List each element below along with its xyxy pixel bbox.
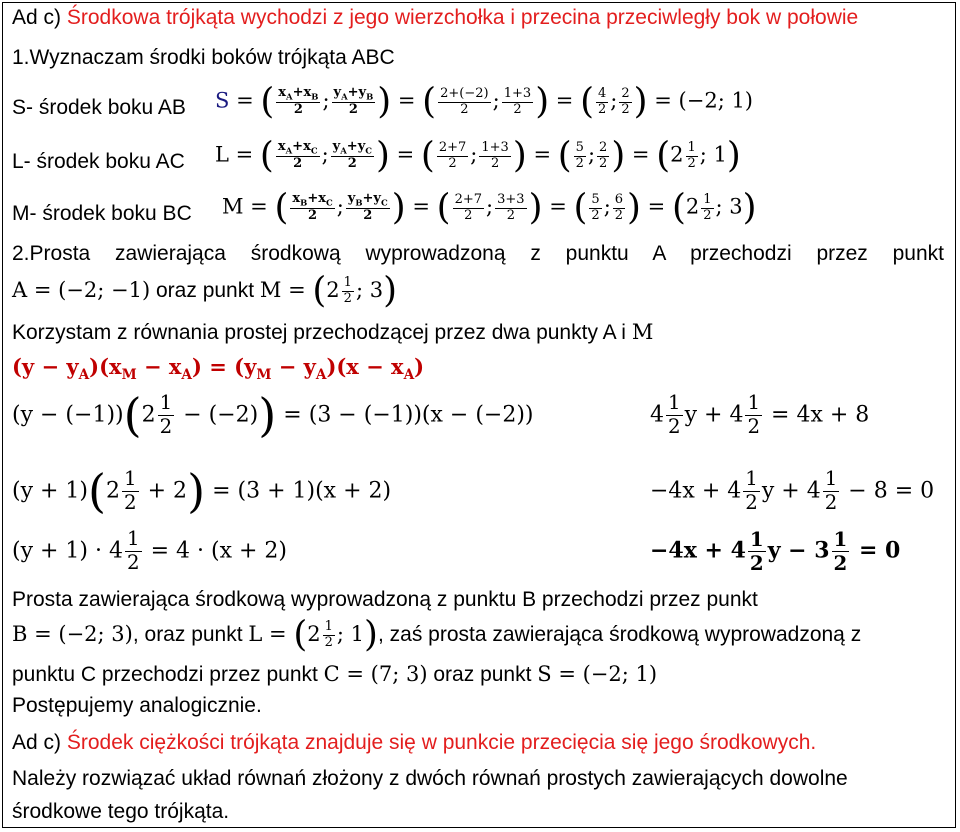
eq-left-2: (y + 1)(2 $\frac{1}{2}$ + 2) = (3 + 1)(x + 2) xyxy=(12,463,392,518)
midpoint-m-label: M- środek boku BC xyxy=(12,202,192,225)
midpoint-s-label: S- środek boku AB xyxy=(12,96,186,119)
para-line3: punktu C przechodzi przez punkt C = (7; 3) oraz punkt S = (−2; 1) xyxy=(12,662,658,686)
midpoint-s-formula: S = ( $\frac{x_A+x_B}{2}$ ; $\frac{y_A+y_B}{2}$ ) = ( $\frac{2+(-2)}{2}$ ; $\frac{1+3}{2}$ ) = ( $\frac{4}{2}$ ; $\frac{2}{2}$ ) = (−2; 1) xyxy=(215,80,753,122)
step2-note: Korzystam z równania prostej przechodzącej przez dwa punkty A i M xyxy=(12,320,654,344)
final-line2: środkowe tego trójkąta. xyxy=(12,800,230,823)
heading2-prefix: Ad c) xyxy=(12,731,67,754)
step1-text: 1.Wyznaczam środki boków trójkąta ABC xyxy=(12,46,395,69)
heading-text: Środkowa trójkąta wychodzi z jego wierzchołka i przecina przeciwległy bok w połowie xyxy=(66,6,859,29)
eq-left-3: (y + 1) · 4 $\frac{1}{2}$ = 4 · (x + 2) xyxy=(12,527,287,574)
eq-right-1: 4 $\frac{1}{2}$ y + 4 $\frac{1}{2}$ = 4x + 8 xyxy=(650,391,870,438)
eq-left-1: (y − (−1))(2 $\frac{1}{2}$ − (−2)) = (3 − (−1))(x − (−2)) xyxy=(12,387,534,442)
eq-right-2: −4x + 4 $\frac{1}{2}$ y + 4 $\frac{1}{2}$ − 8 = 0 xyxy=(650,467,935,514)
final-line1: Należy rozwiązać układ równań złożony z dwóch równań prostych zawierających dowolne xyxy=(12,767,848,790)
step2-line1: 2.Prosta zawierająca środkową wyprowadzoną z punktu A przechodzi przez punkt xyxy=(12,242,944,265)
heading-ad-c-2 xyxy=(12,731,816,755)
heading-ad-c-1 xyxy=(12,6,858,30)
para-line4: Postępujemy analogicznie. xyxy=(12,694,262,717)
para-line1: Prosta zawierająca środkową wyprowadzoną z punktu B przechodzi przez punkt xyxy=(12,588,758,611)
general-equation: $(y - y_A)(x_M - x_A) = (y_M - y_A)(x - x_A)$ xyxy=(12,354,425,384)
para-line2: B = (−2; 3), oraz punkt L = (2 $\frac{1}{2}$ ; 1), zaś prosta zawierająca środkową wyprowadzoną z xyxy=(12,614,862,656)
midpoint-l-formula: L = ( $\frac{x_A+x_C}{2}$ ; $\frac{y_A+y_C}{2}$ ) = ( $\frac{2+7}{2}$ ; $\frac{1+3}{2}$ ) = ( $\frac{5}{2}$ ; $\frac{2}{2}$ ) = (2 $\frac{1}{2}$ ; 1) xyxy=(215,134,741,176)
eq-right-3: −4x + 4 $\frac{1}{2}$ y − 3 $\frac{1}{2}$ = 0 xyxy=(650,527,901,575)
heading2-text: Środek ciężkości trójkąta znajduje się w punkcie przecięcia się jego środkowych. xyxy=(66,731,817,754)
midpoint-m-formula: M = ( $\frac{x_B+x_C}{2}$ ; $\frac{y_B+y_C}{2}$ ) = ( $\frac{2+7}{2}$ ; $\frac{3+3}{2}$ ) = ( $\frac{5}{2}$ ; $\frac{6}{2}$ ) = (2 $\frac{1}{2}$ ; 3) xyxy=(222,186,757,228)
midpoint-l-label: L- środek boku AC xyxy=(12,150,185,173)
heading-prefix: Ad c) xyxy=(12,6,67,29)
step2-line2: A = (−2; −1) oraz punkt M = (2 $\frac{1}{2}$ ; 3) xyxy=(12,270,398,312)
